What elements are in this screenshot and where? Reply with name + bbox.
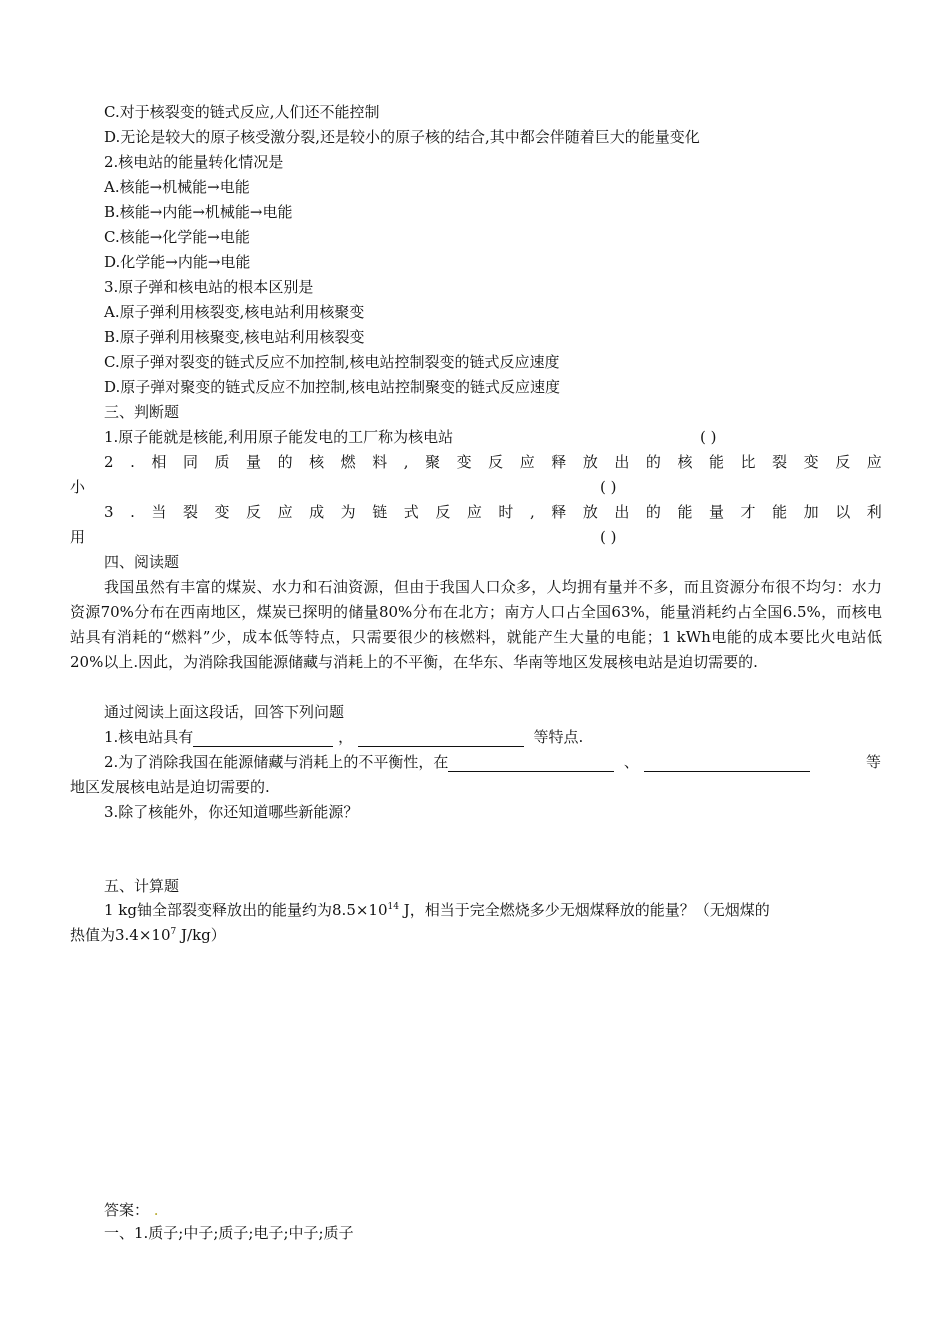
glyph: 核 [677,453,693,471]
glyph: 能 [772,503,788,521]
q1-option-d: D.无论是较大的原子核受激分裂,还是较小的原子核的结合,其中都会伴随着巨大的能量变化 [104,128,700,146]
q2-stem: 2.核电站的能量转化情况是 [104,153,284,171]
glyph: 放 [582,503,598,521]
reading-prompt: 通过阅读上面这段话，回答下列问题 [104,703,345,721]
glyph: 料 [372,453,388,471]
glyph: 燃 [340,453,356,471]
glyph: 当 [151,503,167,521]
judge-q3-line2: 用 [70,528,86,546]
reading-q1: 1.核电站具有 ， 等特点. [104,728,584,746]
glyph: 反 [246,503,262,521]
judge-q2-paren: ( ) [600,478,617,496]
glyph: 变 [456,453,472,471]
glyph: 裂 [182,503,198,521]
calc-question-line1: 1 kg铀全部裂变释放出的能量约为$8.5\times 10^{14}$ J，相当于完全燃烧多少无烟煤释放的能量？（无烟煤的 [104,901,770,919]
answer-blank-3[interactable] [448,755,614,772]
q2-option-a: A.核能→机械能→电能 [104,178,250,196]
glyph: 量 [246,453,262,471]
scan-mark: . [153,1201,159,1219]
glyph: 式 [403,503,419,521]
answers-heading: 答案： . [104,1201,159,1219]
glyph: 利 [866,503,882,521]
glyph: 变 [803,453,819,471]
glyph: 聚 [425,453,441,471]
glyph: 反 [488,453,504,471]
q3-stem: 3.原子弹和核电站的根本区别是 [104,278,314,296]
glyph: 时 [498,503,514,521]
glyph: 的 [645,453,661,471]
glyph: 能 [709,453,725,471]
q2-option-b: B.核能→内能→机械能→电能 [104,203,293,221]
q1-option-c: C.对于核裂变的链式反应,人们还不能控制 [104,103,380,121]
glyph: 为 [340,503,356,521]
glyph: 质 [214,453,230,471]
glyph: 的 [645,503,661,521]
judge-q2-line2: 小 [70,478,86,496]
glyph: 应 [466,503,482,521]
answer-blank-1[interactable] [193,730,333,747]
glyph: 释 [551,453,567,471]
glyph: 比 [740,453,756,471]
glyph: 链 [372,503,388,521]
reading-passage: 我国虽然有丰富的煤炭、水力和石油资源，但由于我国人口众多，人均拥有量并不多，而且资源分布很不均匀：水力资源70%分布在西南地区，煤炭已探明的储量80%分布在北方；南方人口占全国63%，能量消耗约占全国6.5%，而核电站具有消耗的“燃料”少，成本低等特点，只需要很少的核燃料，就能产生大量的电能；1 kWh电能的成本要比火电站低20%以上.因此，为消除我国能源储藏与消耗上的不平衡，在华东、华南等地区发展核电站是迫切需要的. [70,578,882,671]
glyph: 相 [151,453,167,471]
glyph: 应 [866,453,882,471]
judge-q1: 1.原子能就是核能,利用原子能发电的工厂称为核电站 [104,428,454,446]
glyph: 应 [519,453,535,471]
judge-heading: 三、判断题 [104,403,180,421]
glyph: 放 [582,453,598,471]
calc-question-line2: 热值为$3.4\times 10^7$ J/kg） [70,926,226,944]
glyph: 3 [104,503,114,521]
glyph: 反 [435,503,451,521]
glyph: 2 [104,453,114,471]
glyph: 应 [277,503,293,521]
judge-q1-paren: ( ) [700,428,717,446]
glyph: 释 [551,503,567,521]
glyph: 核 [309,453,325,471]
glyph: , [403,453,409,471]
glyph: 的 [277,453,293,471]
judge-q3-paren: ( ) [600,528,617,546]
glyph: 反 [835,453,851,471]
answers-line1: 一、1.质子;中子;质子;电子;中子;质子 [104,1224,354,1242]
reading-heading: 四、阅读题 [104,553,180,571]
reading-q2: 2.为了消除我国在能源储藏与消耗上的不平衡性，在 、 [104,752,810,772]
glyph: 量 [709,503,725,521]
glyph: , [529,503,535,521]
glyph: . [130,453,135,471]
answer-blank-4[interactable] [644,755,810,772]
glyph: 裂 [772,453,788,471]
answer-blank-2[interactable] [358,730,524,747]
q2-option-d: D.化学能→内能→电能 [104,253,251,271]
glyph: 才 [740,503,756,521]
glyph: 以 [835,503,851,521]
q3-option-b: B.原子弹利用核聚变,核电站利用核裂变 [104,328,365,346]
reading-q2-tail: 等 [866,753,882,771]
calc-heading: 五、计算题 [104,877,180,895]
glyph: 加 [803,503,819,521]
glyph: 出 [614,453,630,471]
judge-q3-line1 [104,502,882,522]
reading-q2-line2: 地区发展核电站是迫切需要的. [70,778,270,796]
judge-q2-line1 [104,452,882,472]
q3-option-c: C.原子弹对裂变的链式反应不加控制,核电站控制裂变的链式反应速度 [104,353,560,371]
reading-q3: 3.除了核能外，你还知道哪些新能源？ [104,803,359,821]
glyph: 同 [182,453,198,471]
q3-option-d: D.原子弹对聚变的链式反应不加控制,核电站控制聚变的链式反应速度 [104,378,561,396]
glyph: 成 [309,503,325,521]
glyph: 出 [614,503,630,521]
q3-option-a: A.原子弹利用核裂变,核电站利用核聚变 [104,303,365,321]
glyph: 变 [214,503,230,521]
q2-option-c: C.核能→化学能→电能 [104,228,250,246]
glyph: 能 [677,503,693,521]
glyph: . [130,503,135,521]
